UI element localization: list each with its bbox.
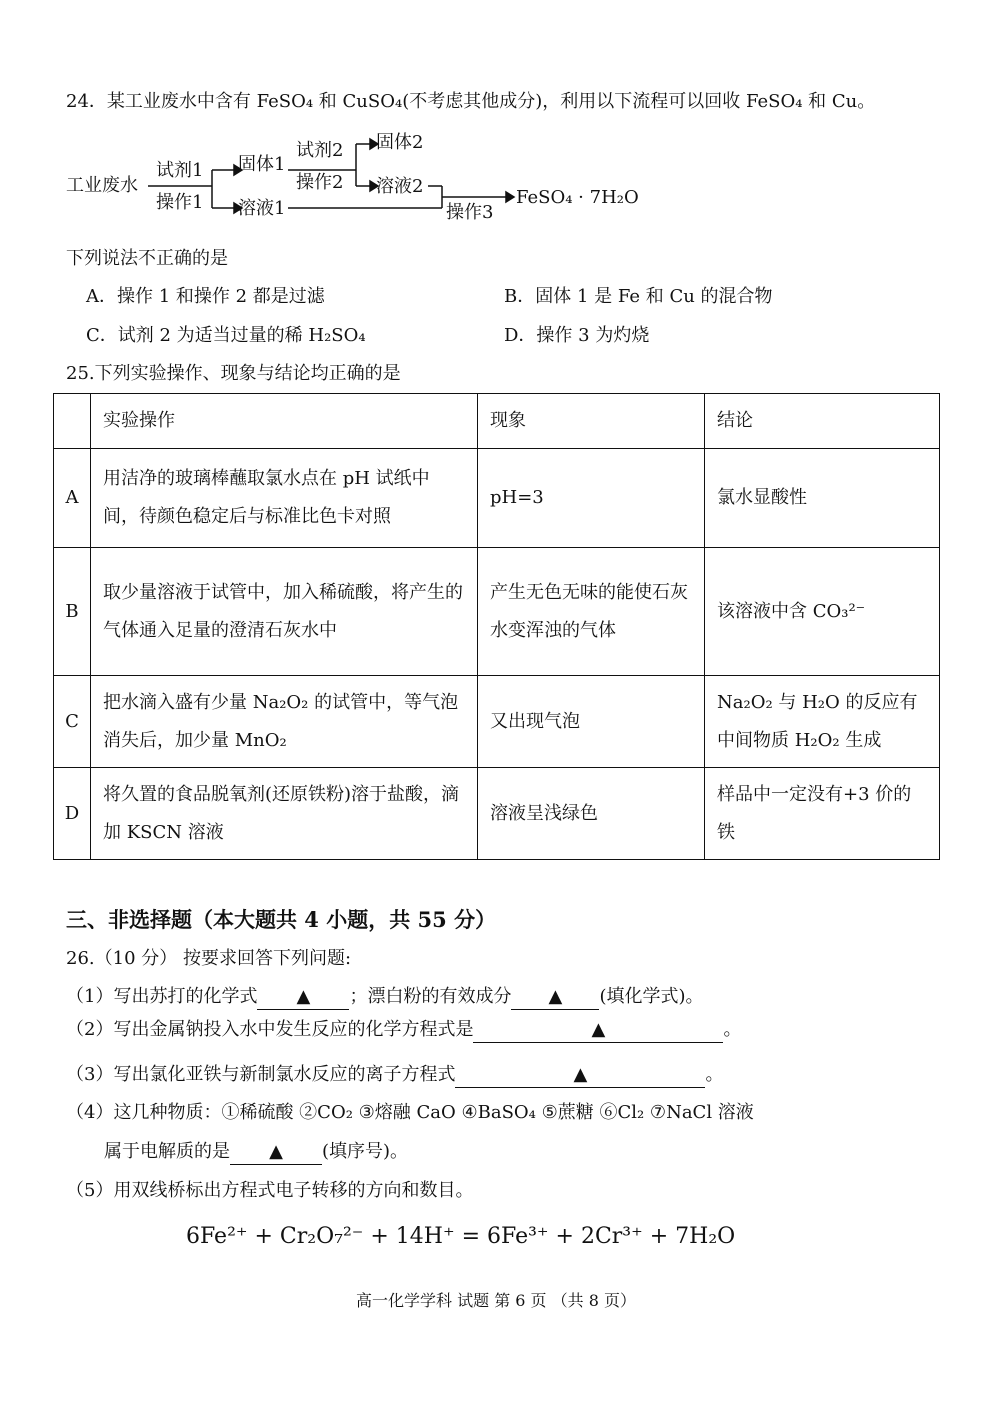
row-operation: 将久置的食品脱氧剂(还原铁粉)溶于盐酸，滴加 KSCN 溶液 [91,768,478,860]
q26-part3 [66,1063,723,1088]
q26-blank-4[interactable] [455,1063,705,1088]
q24-flow-diagram [66,130,666,230]
blank-mark: ▲ [269,1141,283,1162]
q26-part2 [66,1018,741,1043]
table-row [54,548,940,676]
q26-part4: （4）这几种物质：①稀硫酸 ②CO₂ ③熔融 CaO ④BaSO₄ ⑤蔗糖 ⑥Cl₂ ⑦NaCl 溶液 [66,1102,754,1123]
row-label: C [54,676,91,768]
row-phenomenon: 产生无色无味的能使石灰水变浑浊的气体 [478,548,705,676]
flow-op1: 操作1 [156,192,204,213]
table-row [54,676,940,768]
row-conclusion: 氯水显酸性 [705,449,940,548]
q26-blank-1[interactable] [257,985,349,1010]
header-phenomenon: 现象 [478,394,705,449]
q26-part1-text-c: (填化学式)。 [599,986,704,1007]
row-label: A [54,449,91,548]
flow-solution1: 溶液1 [238,198,286,219]
blank-mark: ▲ [591,1019,606,1040]
q26-part4-end: (填序号)。 [322,1141,409,1162]
row-conclusion: 该溶液中含 CO₃²⁻ [705,548,940,676]
flow-product: FeSO₄ · 7H₂O [516,187,639,208]
row-operation: 用洁净的玻璃棒蘸取氯水点在 pH 试纸中间，待颜色稳定后与标准比色卡对照 [91,449,478,548]
q26-stem: 26.（10 分） 按要求回答下列问题: [66,948,352,969]
page-footer: 高一化学学科 试题 第 6 页 （共 8 页） [356,1291,636,1310]
q26-blank-2[interactable] [511,985,599,1010]
flow-source: 工业废水 [66,175,138,196]
flow-solution2: 溶液2 [376,176,424,197]
table-corner [54,394,91,449]
q26-part4-text: 属于电解质的是 [104,1141,230,1162]
q24-option-b: B．固体 1 是 Fe 和 Cu 的混合物 [504,286,773,307]
row-operation: 把水滴入盛有少量 Na₂O₂ 的试管中，等气泡消失后，加少量 MnO₂ [91,676,478,768]
section3-title: 三、非选择题（本大题共 4 小题，共 55 分） [66,907,497,932]
q25-table [53,393,940,860]
flow-op2: 操作2 [296,172,344,193]
flow-op3: 操作3 [446,202,494,223]
table-row [54,768,940,860]
q26-part1-text-b: ；漂白粉的有效成分 [349,986,512,1007]
table-row [54,449,940,548]
row-conclusion: Na₂O₂ 与 H₂O 的反应有中间物质 H₂O₂ 生成 [705,676,940,768]
flow-solid1: 固体1 [238,154,286,175]
blank-mark: ▲ [296,986,311,1007]
flow-solid2: 固体2 [376,132,424,153]
row-label: D [54,768,91,860]
row-phenomenon: pH=3 [478,449,705,548]
flow-reagent1: 试剂1 [156,160,204,181]
q26-part3-text: （3）写出氯化亚铁与新制氯水反应的离子方程式 [66,1064,456,1085]
q26-part1-text-a: （1）写出苏打的化学式 [66,986,258,1007]
header-conclusion: 结论 [705,394,940,449]
row-phenomenon: 又出现气泡 [478,676,705,768]
q24-question: 下列说法不正确的是 [66,248,228,269]
row-conclusion: 样品中一定没有+3 价的铁 [705,768,940,860]
q24-option-c: C．试剂 2 为适当过量的稀 H₂SO₄ [86,325,366,346]
header-operation: 实验操作 [91,394,478,449]
q26-part3-end: 。 [705,1064,724,1085]
q26-blank-5[interactable] [230,1140,322,1165]
q26-blank-3[interactable] [473,1018,723,1043]
q26-part1 [66,985,704,1010]
q26-part4-answer [104,1140,408,1165]
flow-reagent2: 试剂2 [296,140,344,161]
q24-stem: 24．某工业废水中含有 FeSO₄ 和 CuSO₄(不考虑其他成分)，利用以下流程可以回收 FeSO₄ 和 Cu。 [66,91,876,112]
blank-mark: ▲ [573,1064,588,1085]
q26-part5: （5）用双线桥标出方程式电子转移的方向和数目。 [66,1180,474,1201]
q25-stem: 25.下列实验操作、现象与结论均正确的是 [66,363,401,384]
q24-option-d: D．操作 3 为灼烧 [504,325,650,346]
row-phenomenon: 溶液呈浅绿色 [478,768,705,860]
q24-option-a: A．操作 1 和操作 2 都是过滤 [86,286,325,307]
row-label: B [54,548,91,676]
row-operation: 取少量溶液于试管中，加入稀硫酸，将产生的气体通入足量的澄清石灰水中 [91,548,478,676]
q26-part2-end: 。 [723,1019,742,1040]
q26-part2-text: （2）写出金属钠投入水中发生反应的化学方程式是 [66,1019,474,1040]
redox-equation: 6Fe²⁺ + Cr₂O₇²⁻ + 14H⁺ = 6Fe³⁺ + 2Cr³⁺ + 7H₂O [186,1224,736,1249]
blank-mark: ▲ [548,986,563,1007]
table-header-row [54,394,940,449]
